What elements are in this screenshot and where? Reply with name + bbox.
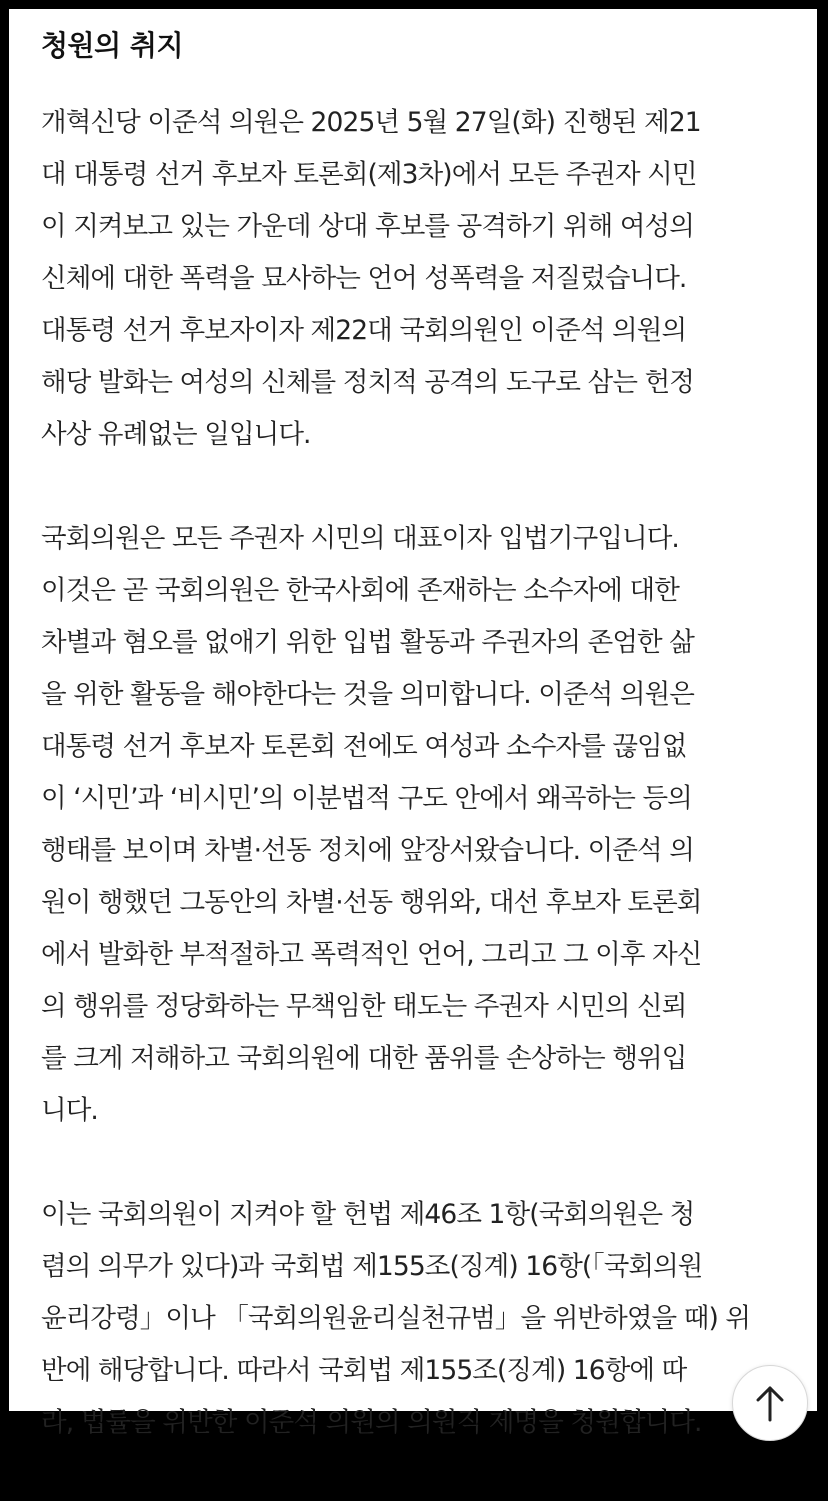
paragraph-line: 국회의원은 모든 주권자 시민의 대표이자 입법기구입니다. <box>41 523 679 554</box>
paragraph-line: 를 크게 저해하고 국회의원에 대한 품위를 손상하는 행위입 <box>41 1043 687 1074</box>
paragraph-line: 신체에 대한 폭력을 묘사하는 언어 성폭력을 저질렀습니다. <box>41 263 687 294</box>
paragraph-line: 에서 발화한 부적절하고 폭력적인 언어, 그리고 그 이후 자신 <box>41 939 702 970</box>
paragraph-line: 윤리강령」이나 「국회의원윤리실천규범」을 위반하였을 때) 위 <box>41 1303 751 1334</box>
paragraph-line: 대통령 선거 후보자 토론회 전에도 여성과 소수자를 끊임없 <box>41 731 687 762</box>
paragraph-line: 대 대통령 선거 후보자 토론회(제3차)에서 모든 주권자 시민 <box>41 159 697 190</box>
paragraph-line: 차별과 혐오를 없애기 위한 입법 활동과 주권자의 존엄한 삶 <box>41 627 694 658</box>
paragraph-line: 렴의 의무가 있다)과 국회법 제155조(징계) 16항(「국회의원 <box>41 1251 703 1282</box>
paragraph-line: 사상 유례없는 일입니다. <box>41 419 311 450</box>
paragraph-line: 을 위한 활동을 해야한다는 것을 의미합니다. 이준석 의원은 <box>41 679 694 710</box>
scroll-to-top-button[interactable] <box>732 1365 808 1441</box>
paragraph-line: 이것은 곧 국회의원은 한국사회에 존재하는 소수자에 대한 <box>41 575 679 606</box>
petition-body <box>41 97 791 1449</box>
paragraph-line: 해당 발화는 여성의 신체를 정치적 공격의 도구로 삼는 헌정 <box>41 367 694 398</box>
petition-content <box>41 27 791 1501</box>
paragraph-line: 라, 법률을 위반한 이준석 의원의 의원직 제명을 청원합니다. <box>41 1407 702 1438</box>
petition-paragraph <box>41 97 791 461</box>
paragraph-line: 개혁신당 이준석 의원은 2025년 5월 27일(화) 진행된 제21 <box>41 107 701 138</box>
arrow-up-icon <box>752 1382 788 1422</box>
paragraph-line: 이 지켜보고 있는 가운데 상대 후보를 공격하기 위해 여성의 <box>41 211 694 242</box>
section-title: 청원의 취지 <box>41 29 183 62</box>
paragraph-line: 대통령 선거 후보자이자 제22대 국회의원인 이준석 의원의 <box>41 315 687 346</box>
petition-paragraph <box>41 513 791 1137</box>
paragraph-line: 행태를 보이며 차별·선동 정치에 앞장서왔습니다. 이준석 의 <box>41 835 694 866</box>
paragraph-line: 반에 해당합니다. 따라서 국회법 제155조(징계) 16항에 따 <box>41 1355 687 1386</box>
paragraph-line: 이 ‘시민’과 ‘비시민’의 이분법적 구도 안에서 왜곡하는 등의 <box>41 783 692 814</box>
paragraph-line: 이는 국회의원이 지켜야 할 헌법 제46조 1항(국회의원은 청 <box>41 1199 695 1230</box>
page-frame <box>9 9 817 1438</box>
paragraph-line: 의 행위를 정당화하는 무책임한 태도는 주권자 시민의 신뢰 <box>41 991 687 1022</box>
paragraph-line: 원이 행했던 그동안의 차별·선동 행위와, 대선 후보자 토론회 <box>41 887 702 918</box>
petition-paragraph <box>41 1189 791 1449</box>
paragraph-line: 니다. <box>41 1095 98 1126</box>
